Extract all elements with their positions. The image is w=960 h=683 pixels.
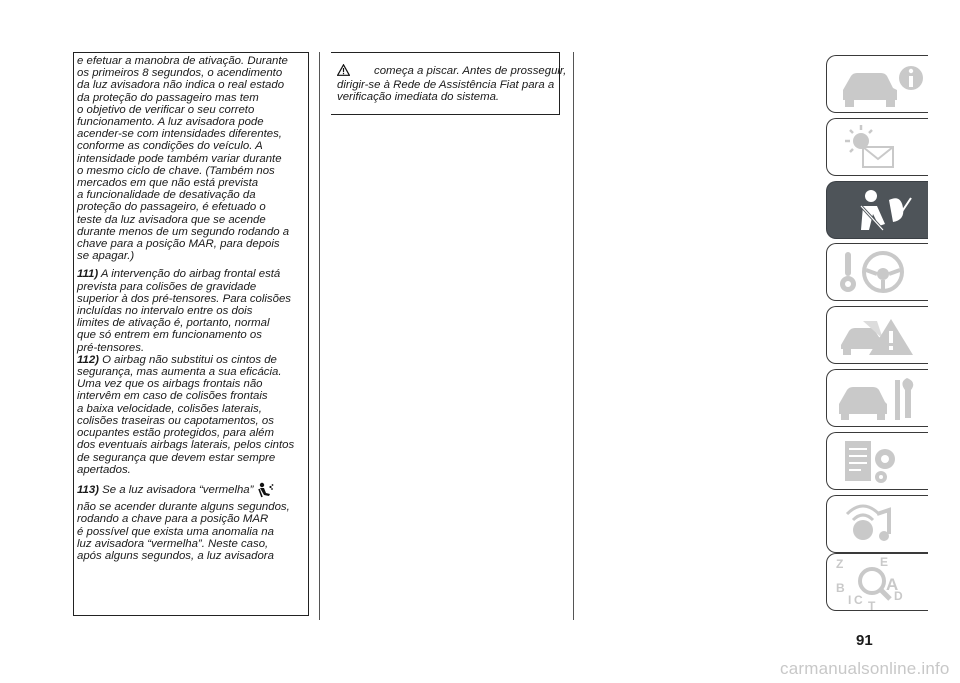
tab-maintenance[interactable] <box>826 369 928 427</box>
column-divider <box>319 52 320 620</box>
text-line: rodando a chave para a posição MAR <box>77 513 269 526</box>
text-line: intervêm em caso de colisões frontais <box>77 390 268 403</box>
text-line: a baixa velocidade, colisões laterais, <box>77 402 262 415</box>
text-line: teste da luz avisadora que se acende <box>77 213 266 226</box>
tab-emergency[interactable] <box>826 306 928 364</box>
text-line: os primeiros 8 segundos, o acendimento <box>77 67 283 80</box>
text-line: prevista para colisões de gravidade <box>77 280 257 293</box>
index-letter: T <box>868 599 876 613</box>
text-line: da proteção do passageiro mas tem <box>77 91 259 104</box>
note-number: 111) <box>77 268 99 281</box>
chapter-tabs <box>826 55 930 557</box>
note-text: Se a luz avisadora “vermelha” <box>102 483 254 496</box>
column-left <box>77 55 305 562</box>
note-number: 112) <box>77 353 99 366</box>
text-line: que só entrem em funcionamento os <box>77 329 262 342</box>
alphabetical-index-icon <box>832 555 924 609</box>
text-line: se apagar.) <box>77 250 135 263</box>
text-line: apertados. <box>77 463 131 476</box>
text-line: é possível que exista uma anomalia na <box>77 525 274 538</box>
text-line: intensidade pode também variar durante <box>77 152 282 165</box>
text-line: e efetuar a manobra de ativação. Durante <box>77 55 288 67</box>
text-line: da luz avisadora não indica o real estado <box>77 79 285 92</box>
watermark-footer: carmanualsonline.info <box>780 659 950 678</box>
text-line: superior à dos pré-tensores. Para colisões <box>77 292 291 305</box>
text-line: dirigir-se à Rede de Assistência Fiat para a <box>337 79 555 92</box>
warning-triangle-icon <box>337 64 350 79</box>
tab-key-steering-wheel[interactable] <box>826 243 928 301</box>
text-line: funcionamento. A luz avisadora pode <box>77 116 264 129</box>
column-divider <box>573 52 574 620</box>
car-info-icon <box>833 60 925 110</box>
key-steering-wheel-icon <box>833 248 925 298</box>
text-line: colisões traseiras ou capotamentos, os <box>77 414 274 427</box>
text-line: conforme as condições do veículo. A <box>77 140 263 153</box>
multimedia-icon <box>833 500 925 550</box>
index-letter: I <box>848 593 852 607</box>
warning-lights-icon <box>833 123 925 173</box>
note-113 <box>77 482 305 562</box>
text-line: durante menos de um segundo rodando a <box>77 225 290 238</box>
note-lines <box>337 79 559 103</box>
text-line: de segurança que devem estar sempre <box>77 451 276 464</box>
technical-data-icon <box>833 437 925 487</box>
note-lines <box>77 281 305 354</box>
note-111 <box>77 268 305 353</box>
tab-technical-data[interactable] <box>826 432 928 490</box>
text-line: o objetivo de verificar o seu correto <box>77 103 255 116</box>
emergency-icon <box>833 311 925 361</box>
tab-alphabetical-index[interactable] <box>826 553 930 613</box>
note-text: A intervenção do airbag frontal está <box>100 268 281 281</box>
index-letter: B <box>836 581 845 595</box>
text-line: dos eventuais airbags laterais, pelos cintos <box>77 439 295 452</box>
index-letter: E <box>880 555 889 569</box>
paragraph <box>77 55 305 262</box>
airbag-warning-icon <box>256 482 274 501</box>
text-line: acender-se com intensidades diferentes, <box>77 128 282 141</box>
text-line: o mesmo ciclo de chave. (Também nos <box>77 164 275 177</box>
text-line: segurança, mas aumenta a sua eficácia. <box>77 366 282 379</box>
text-line: mercados em que não está prevista <box>77 177 259 190</box>
airbag-seatbelt-icon <box>833 186 925 236</box>
note-lines <box>77 501 305 562</box>
tab-airbag-seatbelt[interactable] <box>826 181 928 239</box>
maintenance-icon <box>833 374 925 424</box>
tab-car-info[interactable] <box>826 55 928 113</box>
text-line: ocupantes estão protegidos, para além <box>77 427 274 440</box>
text-line: incluídas no intervalo entre os dois <box>77 305 253 318</box>
text-line: pré-tensores. <box>77 341 145 354</box>
note-112 <box>77 354 305 476</box>
page-number: 91 <box>856 632 873 649</box>
text-line: Uma vez que os airbags frontais não <box>77 378 263 391</box>
note-text: começa a piscar. Antes de prosseguir, <box>374 65 567 77</box>
text-line: não se acender durante alguns segundos, <box>77 501 290 514</box>
note-lines <box>77 366 305 476</box>
tab-multimedia[interactable] <box>826 495 928 553</box>
text-line: luz avisadora “vermelha”. Neste caso, <box>77 537 269 550</box>
note-text: O airbag não substitui os cintos de <box>102 353 277 366</box>
text-line: chave para a posição MAR, para depois <box>77 238 280 251</box>
index-letter: A <box>886 575 899 594</box>
tab-warning-lights[interactable] <box>826 118 928 176</box>
index-letter: Z <box>836 557 844 571</box>
text-line: a funcionalidade de desativação da <box>77 189 256 202</box>
column-middle <box>337 64 567 104</box>
text-line: limites de ativação é, portanto, normal <box>77 317 270 330</box>
text-line: proteção do passageiro, é efetuado o <box>77 201 266 214</box>
text-line: verificação imediata do sistema. <box>337 91 500 104</box>
index-letter: D <box>894 589 903 603</box>
text-line: após alguns segundos, a luz avisadora <box>77 549 274 562</box>
index-letter: C <box>854 593 863 607</box>
note-number: 113) <box>77 483 99 496</box>
